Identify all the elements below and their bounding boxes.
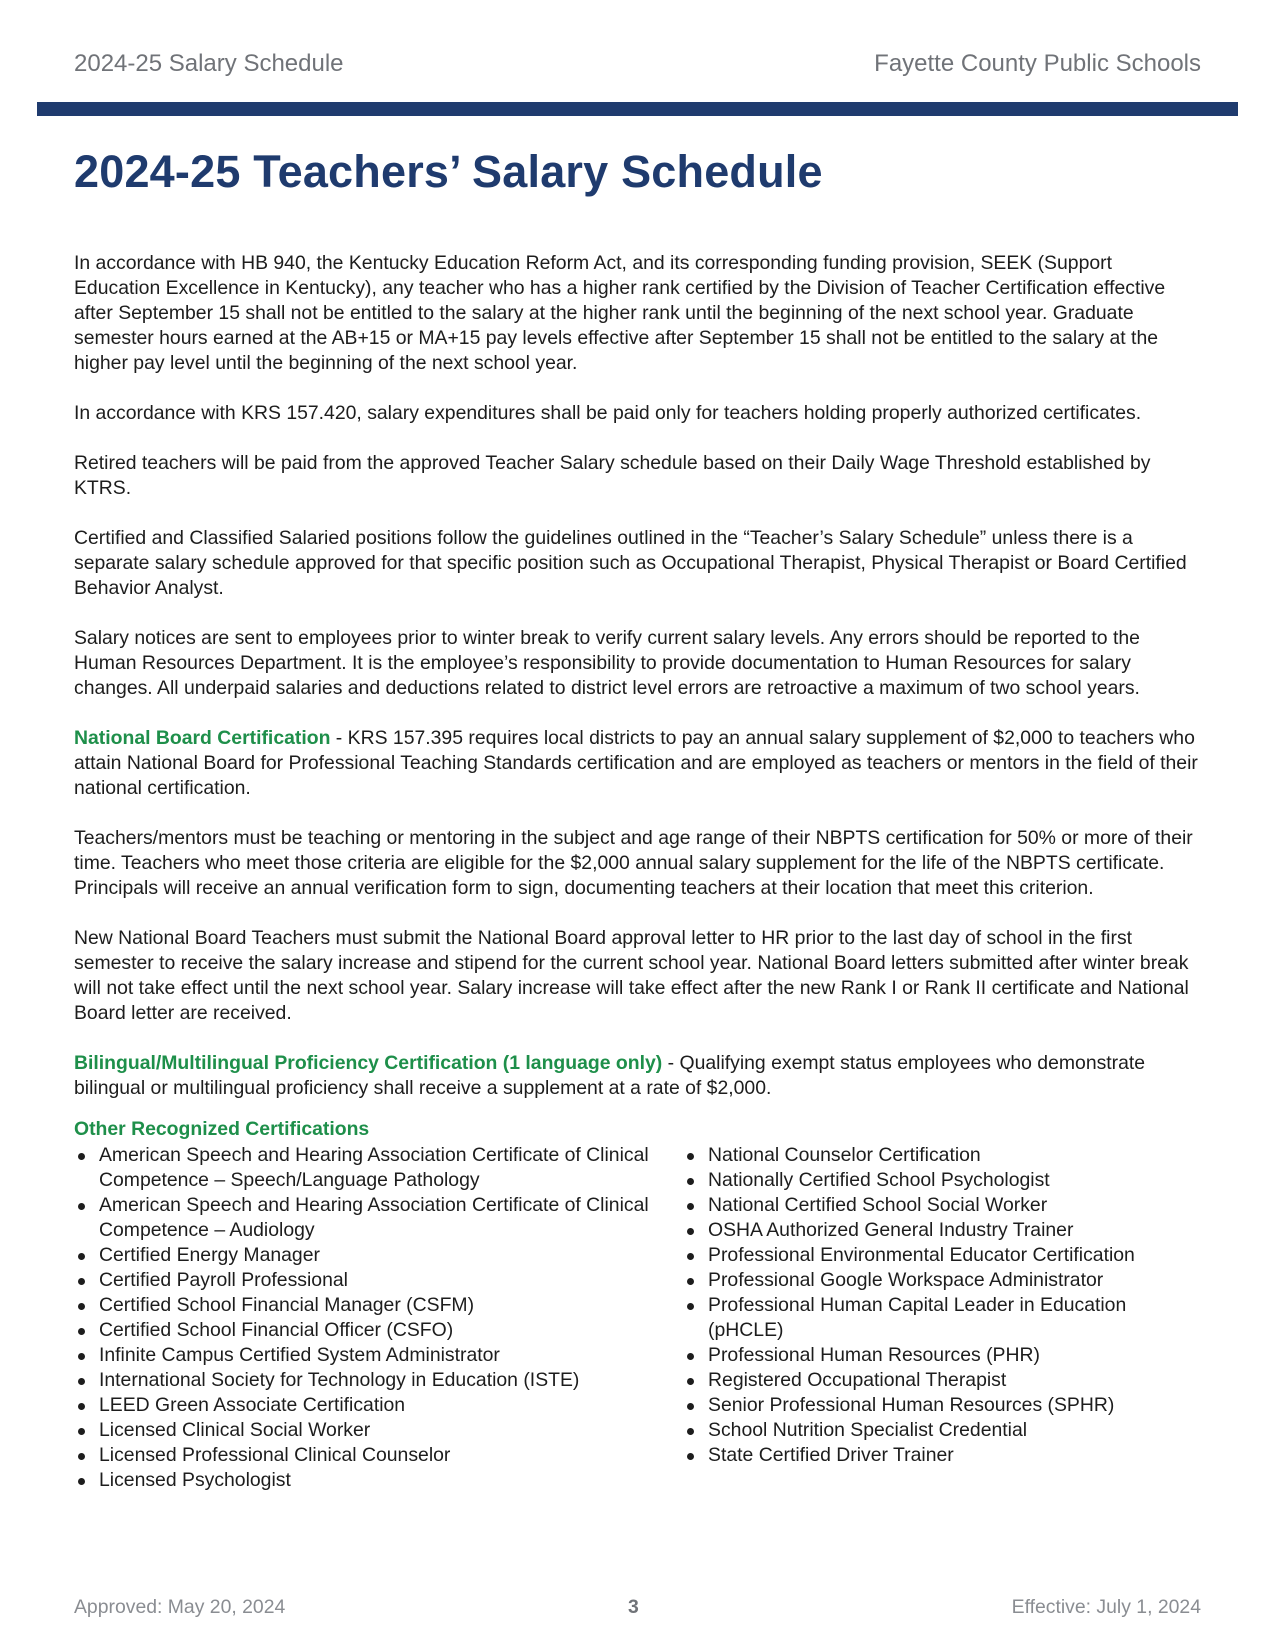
paragraph-hb940: In accordance with HB 940, the Kentucky Education Reform Act, and its corresponding funding provision, SEEK (Support Education Excellence in Kentucky), any teacher who has a higher rank certified by the Division of Teacher Certification effective after September 15 shall not be entitled to the salary at the higher rank until the beginning of the next school year. Graduate semester hours earned at the AB+15 or MA+15 pay levels effective after September 15 shall not be entitled to the salary at the higher pay level until the beginning of the next school year. (74, 252, 1166, 374)
list-item: School Nutrition Specialist Credential (683, 1418, 1202, 1443)
certifications-list (74, 1143, 1202, 1493)
list-item: LEED Green Associate Certification (74, 1393, 683, 1418)
footer-effective-date: Effective: July 1, 2024 (1011, 1596, 1201, 1618)
paragraph-certified-classified: Certified and Classified Salaried positions follow the guidelines outlined in the “Teacher’s Salary Schedule” unless there is a separate salary schedule approved for that specific position such as Occupational Therapist, Physical Therapist or Board Certified Behavior Analyst. (74, 527, 1187, 599)
paragraph-mentors: Teachers/mentors must be teaching or mentoring in the subject and age range of their NBPTS certification for 50% or more of their time. Teachers who meet those criteria are eligible for the $2,000 annual salary supplement for the life of the NBPTS certificate. Principals will receive an annual verification form to sign, documenting teachers at their location that meet this criterion. (74, 827, 1193, 899)
list-item: Licensed Psychologist (74, 1468, 683, 1493)
list-item: Certified School Financial Manager (CSFM) (74, 1293, 683, 1318)
national-board-text: - KRS 157.395 requires local districts to pay an annual salary supplement of $2,000 to teachers who attain National Board for Professional Teaching Standards certification and are employed as teachers or mentors in the field of their national certification. (74, 727, 1198, 799)
header-rule (37, 102, 1238, 116)
list-item: Senior Professional Human Resources (SPHR) (683, 1393, 1202, 1418)
document-body (74, 251, 1202, 1493)
list-item: Registered Occupational Therapist (683, 1368, 1202, 1393)
list-item: American Speech and Hearing Association Certificate of Clinical Competence – Speech/Language Pathology (74, 1143, 683, 1193)
list-item: International Society for Technology in Education (ISTE) (74, 1368, 683, 1393)
page-title: 2024-25 Teachers’ Salary Schedule (74, 146, 823, 197)
paragraph-national-board (74, 726, 1202, 801)
other-certifications-heading: Other Recognized Certifications (74, 1118, 370, 1140)
list-item: National Certified School Social Worker (683, 1193, 1202, 1218)
list-item: State Certified Driver Trainer (683, 1443, 1202, 1468)
list-item: American Speech and Hearing Association Certificate of Clinical Competence – Audiology (74, 1193, 683, 1243)
footer-approved-date: Approved: May 20, 2024 (74, 1596, 286, 1618)
certifications-left-column (74, 1143, 683, 1493)
list-item: Professional Human Capital Leader in Education (pHCLE) (683, 1293, 1202, 1343)
bilingual-text: - Qualifying exempt status employees who demonstrate bilingual or multilingual proficiency shall receive a supplement at a rate of $2,000. (74, 1052, 1146, 1099)
list-item: National Counselor Certification (683, 1143, 1202, 1168)
list-item: Licensed Clinical Social Worker (74, 1418, 683, 1443)
header-document-title: 2024-25 Salary Schedule (74, 50, 344, 77)
paragraph-salary-notices: Salary notices are sent to employees prior to winter break to verify current salary levels. Any errors should be reported to the Human Resources Department. It is the employee’s responsibility to provide documentation to Human Resources for salary changes. All underpaid salaries and deductions related to district level errors are retroactive a maximum of two school years. (74, 627, 1140, 699)
paragraph-new-nbt: New National Board Teachers must submit the National Board approval letter to HR prior to the last day of school in the first semester to receive the salary increase and stipend for the current school year. National Board letters submitted after winter break will not take effect until the next school year. Salary increase will take effect after the new Rank I or Rank II certificate and National Board letter are received. (74, 927, 1189, 1024)
list-item: OSHA Authorized General Industry Trainer (683, 1218, 1202, 1243)
paragraph-bilingual (74, 1051, 1202, 1101)
paragraph-krs: In accordance with KRS 157.420, salary expenditures shall be paid only for teachers holding properly authorized certificates. (74, 402, 1142, 424)
certifications-right-column (683, 1143, 1202, 1493)
list-item: Professional Human Resources (PHR) (683, 1343, 1202, 1368)
list-item: Certified School Financial Officer (CSFO) (74, 1318, 683, 1343)
list-item: Licensed Professional Clinical Counselor (74, 1443, 683, 1468)
header-organization: Fayette County Public Schools (874, 50, 1201, 77)
list-item: Professional Google Workspace Administrator (683, 1268, 1202, 1293)
list-item: Professional Environmental Educator Certification (683, 1243, 1202, 1268)
paragraph-retired: Retired teachers will be paid from the approved Teacher Salary schedule based on their Daily Wage Threshold established by KTRS. (74, 452, 1151, 499)
list-item: Certified Energy Manager (74, 1243, 683, 1268)
national-board-heading: National Board Certification (74, 727, 331, 749)
footer-page-number: 3 (628, 1596, 639, 1618)
list-item: Nationally Certified School Psychologist (683, 1168, 1202, 1193)
list-item: Infinite Campus Certified System Administrator (74, 1343, 683, 1368)
list-item: Certified Payroll Professional (74, 1268, 683, 1293)
bilingual-heading: Bilingual/Multilingual Proficiency Certification (1 language only) (74, 1052, 663, 1074)
